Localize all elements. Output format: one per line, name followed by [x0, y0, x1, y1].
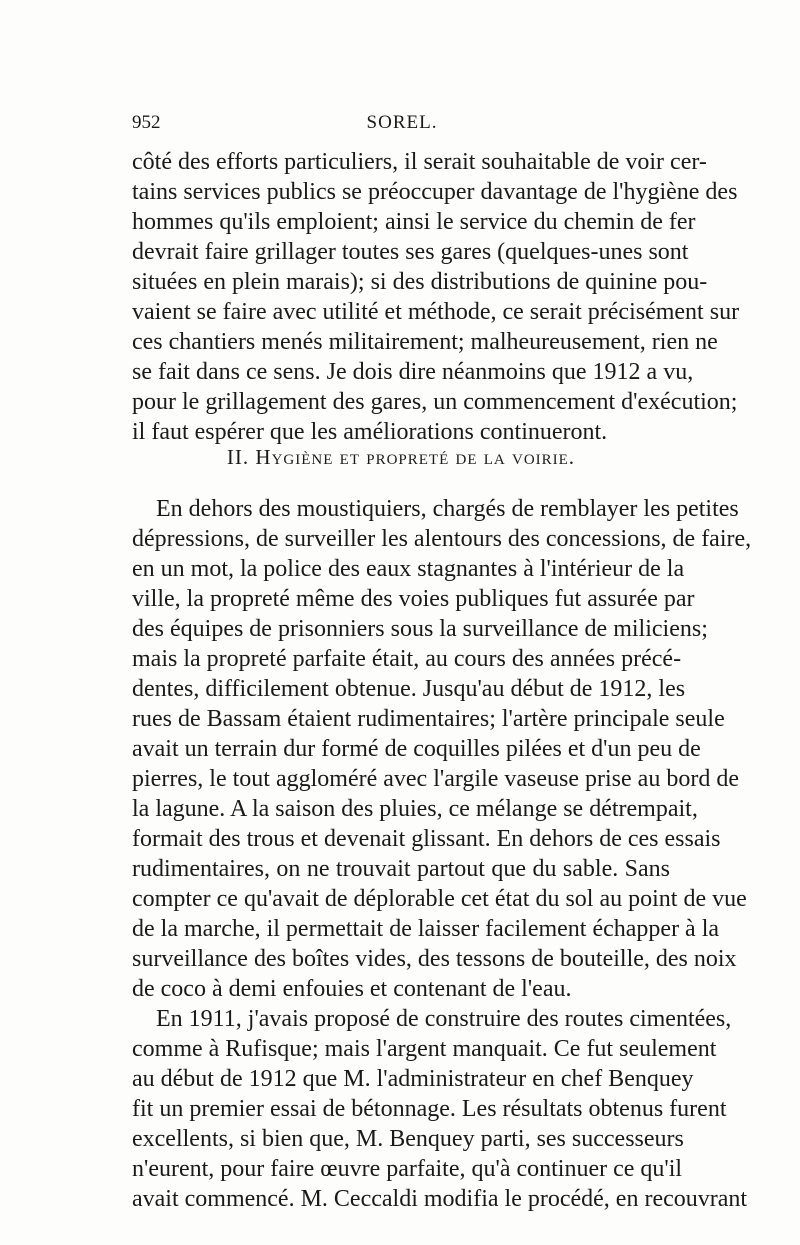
text-line: la lagune. A la saison des pluies, ce mélange se détrempait,	[132, 796, 698, 822]
text-line: formait des trous et devenait glissant. En dehors de ces essais	[132, 826, 721, 852]
text-line: vaient se faire avec utilité et méthode, ce serait précisément sur	[132, 299, 740, 325]
text-line: fit un premier essai de bétonnage. Les résultats obtenus furent	[132, 1096, 727, 1122]
text-line: En dehors des moustiquiers, chargés de remblayer les petites	[156, 496, 739, 522]
text-line: ces chantiers menés militairement; malheureusement, rien ne	[132, 329, 718, 355]
page-header	[132, 112, 672, 142]
section-heading	[132, 445, 670, 470]
text-line: avait un terrain dur formé de coquilles pilées et d'un peu de	[132, 736, 701, 762]
page-number: 952	[132, 112, 161, 133]
text-line: hommes qu'ils emploient; ainsi le service du chemin de fer	[132, 209, 696, 235]
text-line: dentes, difficilement obtenue. Jusqu'au début de 1912, les	[132, 676, 686, 702]
text-line: se fait dans ce sens. Je dois dire néanmoins que 1912 a vu,	[132, 359, 694, 385]
text-line: comme à Rufisque; mais l'argent manquait. Ce fut seulement	[132, 1036, 717, 1062]
text-line: avait commencé. M. Ceccaldi modifia le procédé, en recouvrant	[132, 1186, 748, 1212]
text-line: rudimentaires, on ne trouvait partout que du sable. Sans	[132, 856, 670, 882]
text-line: de coco à demi enfouies et contenant de l'eau.	[132, 976, 572, 1002]
text-line: en un mot, la police des eaux stagnantes à l'intérieur de la	[132, 556, 685, 582]
text-line: rues de Bassam étaient rudimentaires; l'artère principale seule	[132, 706, 725, 732]
section-title: Hygiène et propreté de la voirie.	[255, 445, 576, 469]
text-line: il faut espérer que les améliorations continueront.	[132, 419, 608, 445]
text-line: situées en plein marais); si des distributions de quinine pou-	[132, 269, 708, 295]
text-line: compter ce qu'avait de déplorable cet état du sol au point de vue	[132, 886, 747, 912]
text-line: tains services publics se préoccuper davantage de l'hygiène des	[132, 179, 738, 205]
text-line: pierres, le tout aggloméré avec l'argile vaseuse prise au bord de	[132, 766, 739, 792]
text-line: En 1911, j'avais proposé de construire des routes cimentées,	[156, 1006, 732, 1032]
text-line: n'eurent, pour faire œuvre parfaite, qu'à continuer ce qu'il	[132, 1156, 683, 1182]
text-line: des équipes de prisonniers sous la surveillance de miliciens;	[132, 616, 708, 642]
text-line: côté des efforts particuliers, il serait souhaitable de voir cer-	[132, 149, 707, 175]
text-line: au début de 1912 que M. l'administrateur en chef Benquey	[132, 1066, 694, 1092]
running-head: SOREL.	[366, 112, 438, 133]
text-line: devrait faire grillager toutes ses gares (quelques-unes sont	[132, 239, 689, 265]
text-line: ville, la propreté même des voies publiques fut assurée par	[132, 586, 695, 612]
text-line: mais la propreté parfaite était, au cours des années précé-	[132, 646, 682, 672]
text-line: dépressions, de surveiller les alentours des concessions, de faire,	[132, 526, 752, 552]
text-line: pour le grillagement des gares, un commencement d'exécution;	[132, 389, 738, 415]
text-line: de la marche, il permettait de laisser facilement échapper à la	[132, 916, 720, 942]
text-line: surveillance des boîtes vides, des tessons de bouteille, des noix	[132, 946, 737, 972]
text-line: excellents, si bien que, M. Benquey parti, ses successeurs	[132, 1126, 684, 1152]
section-numeral: II.	[226, 445, 250, 469]
